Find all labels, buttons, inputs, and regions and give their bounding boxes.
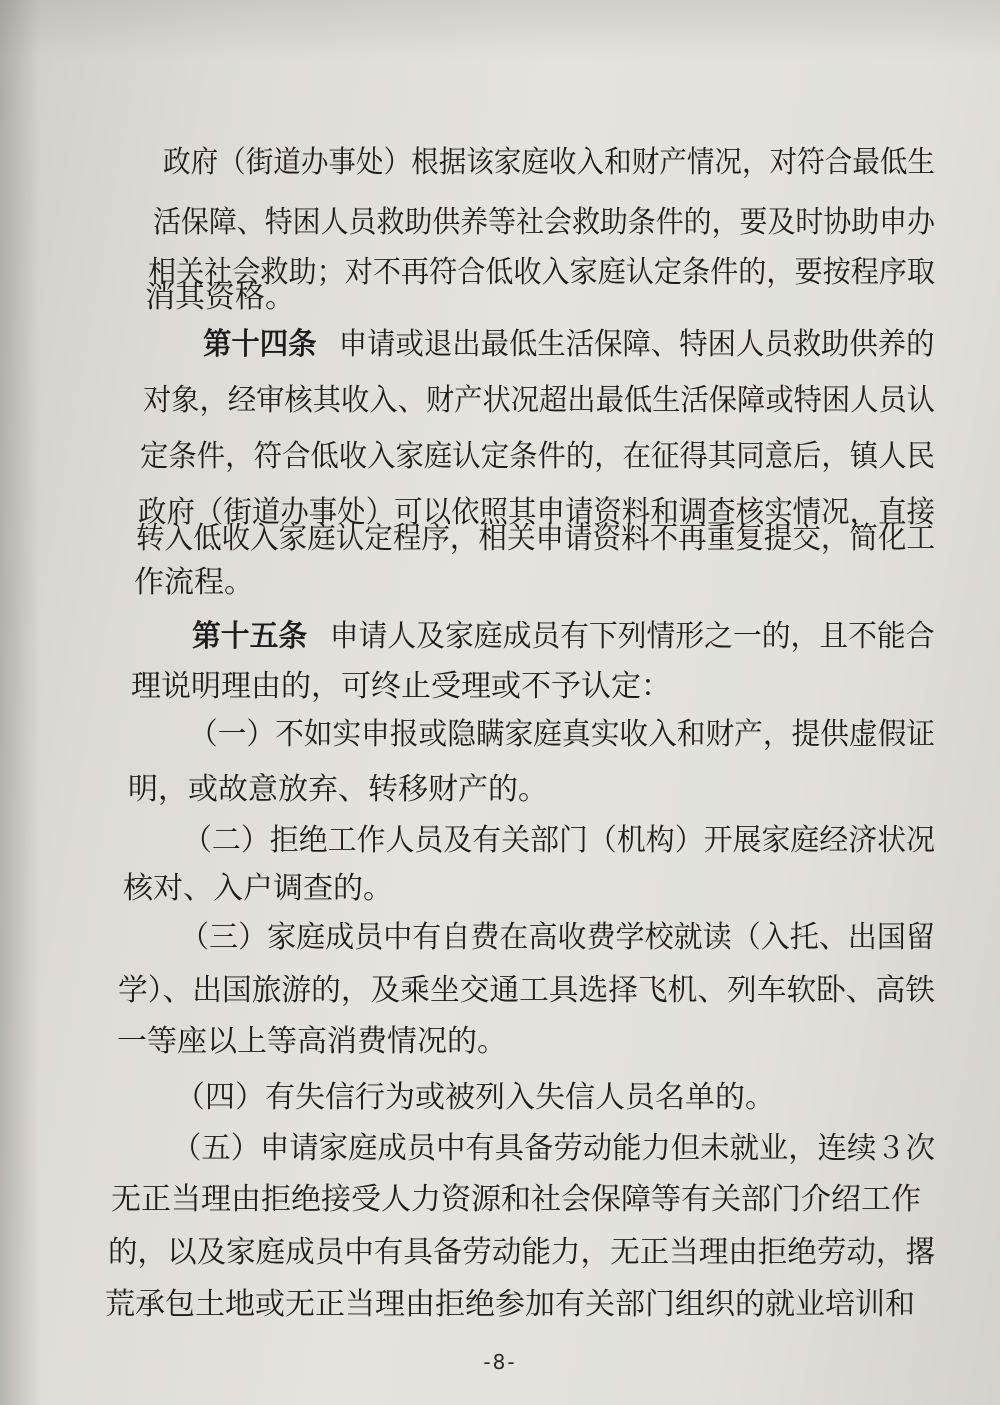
text-line: （三）家庭成员中有自费在高收费学校就读（入托、出国留 [180,920,935,955]
article-title: 第十五条 [192,619,308,654]
text-line: 定条件，符合低收入家庭认定条件的，在征得其同意后，镇人民 [140,439,935,474]
text-segment: 申请人及家庭成员有下列情形之一的，且不能合 [329,619,935,654]
page-shadow-top [0,0,1000,60]
text-line: （一）不如实申报或隐瞒家庭真实收入和财产，提供虚假证 [189,717,935,752]
text-line: 无正当理由拒绝接受人力资源和社会保障等有关部门介绍工作 [111,1182,921,1217]
article-15-first-line [192,612,935,662]
text-line: （四）有失信行为或被列入失信人员名单的。 [175,1080,775,1115]
text-line: 相关社会救助；对不再符合低收入家庭认定条件的，要按程序取 [148,255,935,290]
text-line: 作流程。 [134,565,254,600]
text-line: 明，或故意放弃、转移财产的。 [128,772,548,807]
article-14-first-line [203,320,935,370]
text-line: 的，以及家庭成员中有具备劳动能力，无正当理由拒绝劳动，撂 [108,1235,935,1270]
text-line: 转入低收入家庭认定程序，相关申请资料不再重复提交，简化工 [136,521,936,556]
text-line: 一等座以上等高消费情况的。 [117,1024,507,1059]
text-line: 活保障、特困人员救助供养等社会救助条件的，要及时协助申办 [153,205,936,240]
text-line: （二）拒绝工作人员及有关部门（机构）开展家庭经济状况 [183,823,935,858]
text-line: （五）申请家庭成员中有具备劳动能力但未就业，连续３次 [172,1131,935,1166]
text-line: 学）、出国旅游的，及乘坐交通工具选择飞机、列车软卧、高铁 [118,973,935,1008]
text-line: 政府（街道办事处）根据该家庭收入和财产情况，对符合最低生 [163,145,935,180]
article-title: 第十四条 [203,327,317,362]
text-line: 消其资格。 [145,280,295,315]
text-line: 荒承包土地或无正当理由拒绝参加有关部门组织的就业培训和 [105,1287,915,1322]
text-line: 理说明理由的，可终止受理或不予认定： [131,669,671,704]
text-line: 政府（街道办事处）可以依照其申请资料和调查核实情况，直接 [138,495,935,530]
page-number: -8- [483,1350,517,1374]
text-segment: 申请或退出最低生活保障、特困人员救助供养的 [338,327,935,362]
page-shadow-left [0,0,40,1405]
text-line: 对象，经审核其收入、财产状况超出最低生活保障或特困人员认 [143,383,936,418]
text-line: 核对、入户调查的。 [123,871,393,906]
